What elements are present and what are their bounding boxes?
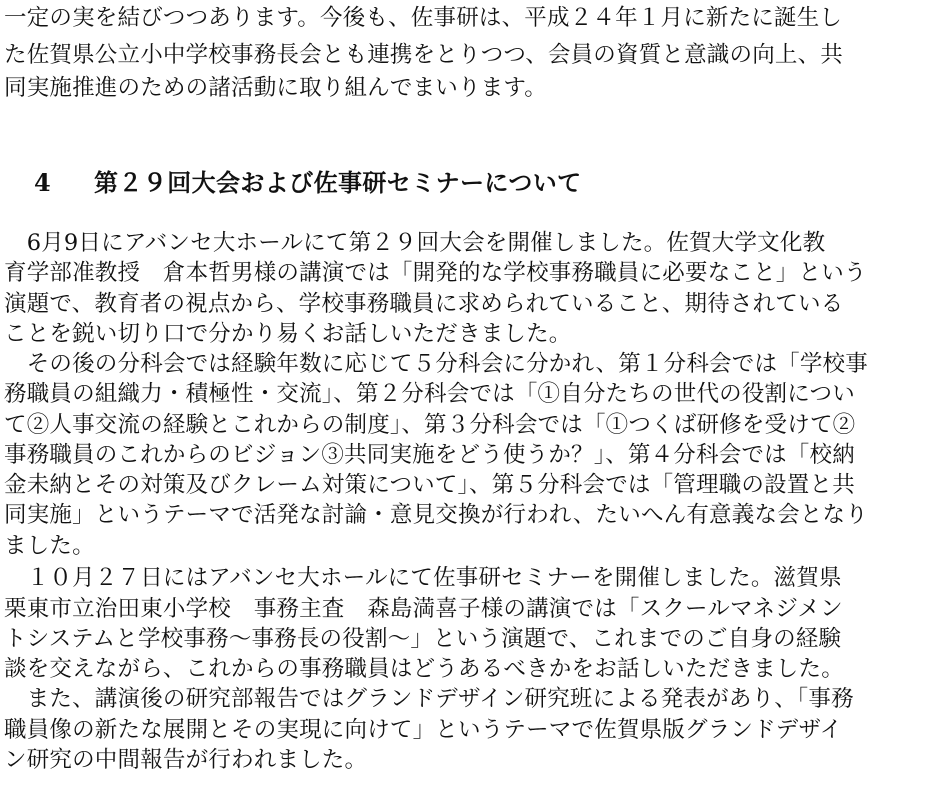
- body-line-4: ことを鋭い切り口で分かり易くお話しいただきました。: [4, 321, 572, 347]
- body-line-14: トシステムと学校事務～事務長の役割～」という演題で、これまでのご自身の経験: [4, 626, 842, 652]
- body-line-8: 事務職員のこれからのビジョン③共同実施をどう使うか？」、第４分科会では「校納: [4, 442, 855, 468]
- body-line-13: 栗東市立治田東小学校 事務主査 森島満喜子様の講演では「スクールマネジメン: [4, 596, 843, 622]
- body-line-16: また、講演後の研究部報告ではグランドデザイン研究班による発表があり、「事務: [4, 686, 854, 712]
- body-line-7: て②人事交流の経験とこれからの制度」、第３分科会では「①つくば研修を受けて②: [4, 412, 856, 438]
- body-line-12: １０月２７日にはアバンセ大ホールにて佐事研セミナーを開催しました。滋賀県: [4, 565, 842, 591]
- body-line-2: 育学部准教授 倉本哲男様の講演では「開発的な学校事務職員に必要なこと」という: [4, 260, 867, 286]
- body-line-10: 同実施」というテーマで活発な討論・意見交換が行われ、たいへん有意義な会となり: [4, 502, 868, 528]
- body-line-15: 談を交えながら、これからの事務職員はどうあるべきかをお話しいただきました。: [4, 656, 844, 682]
- body-line-18: ン研究の中間報告が行われました。: [4, 747, 368, 773]
- body-line-9: 金未納とその対策及びクレーム対策について」、第５分科会では「管理職の設置と共: [4, 472, 855, 498]
- intro-line-2: た佐賀県公立小中学校事務長会とも連携をとりつつ、会員の資質と意識の向上、共: [4, 42, 844, 68]
- body-line-11: ました。: [4, 533, 95, 559]
- body-line-3: 演題で、教育者の視点から、学校事務職員に求められていること、期待されている: [4, 291, 844, 317]
- intro-line-3: 同実施推進のための諸活動に取り組んでまいります。: [4, 75, 548, 101]
- body-line-1: 6月9日にアバンセ大ホールにて第２９回大会を開催しました。佐賀大学文化教: [4, 230, 826, 256]
- body-line-5: その後の分科会では経験年数に応じて５分科会に分かれ、第１分科会では「学校事: [4, 351, 868, 377]
- body-line-17: 職員像の新たな展開とその実現に向けて」というテーマで佐賀県版グランドデザイ: [4, 717, 843, 743]
- body-line-6: 務職員の組織力・積極性・交流」、第２分科会では「①自分たちの世代の役割につい: [4, 381, 855, 407]
- section-title: 第２９回大会および佐事研セミナーについて: [94, 168, 582, 197]
- section-number: 4: [34, 168, 52, 197]
- section-heading: [34, 167, 582, 199]
- intro-line-1: 一定の実を結びつつあります。今後も、佐事研は、平成２４年１月に新たに誕生し: [4, 5, 843, 31]
